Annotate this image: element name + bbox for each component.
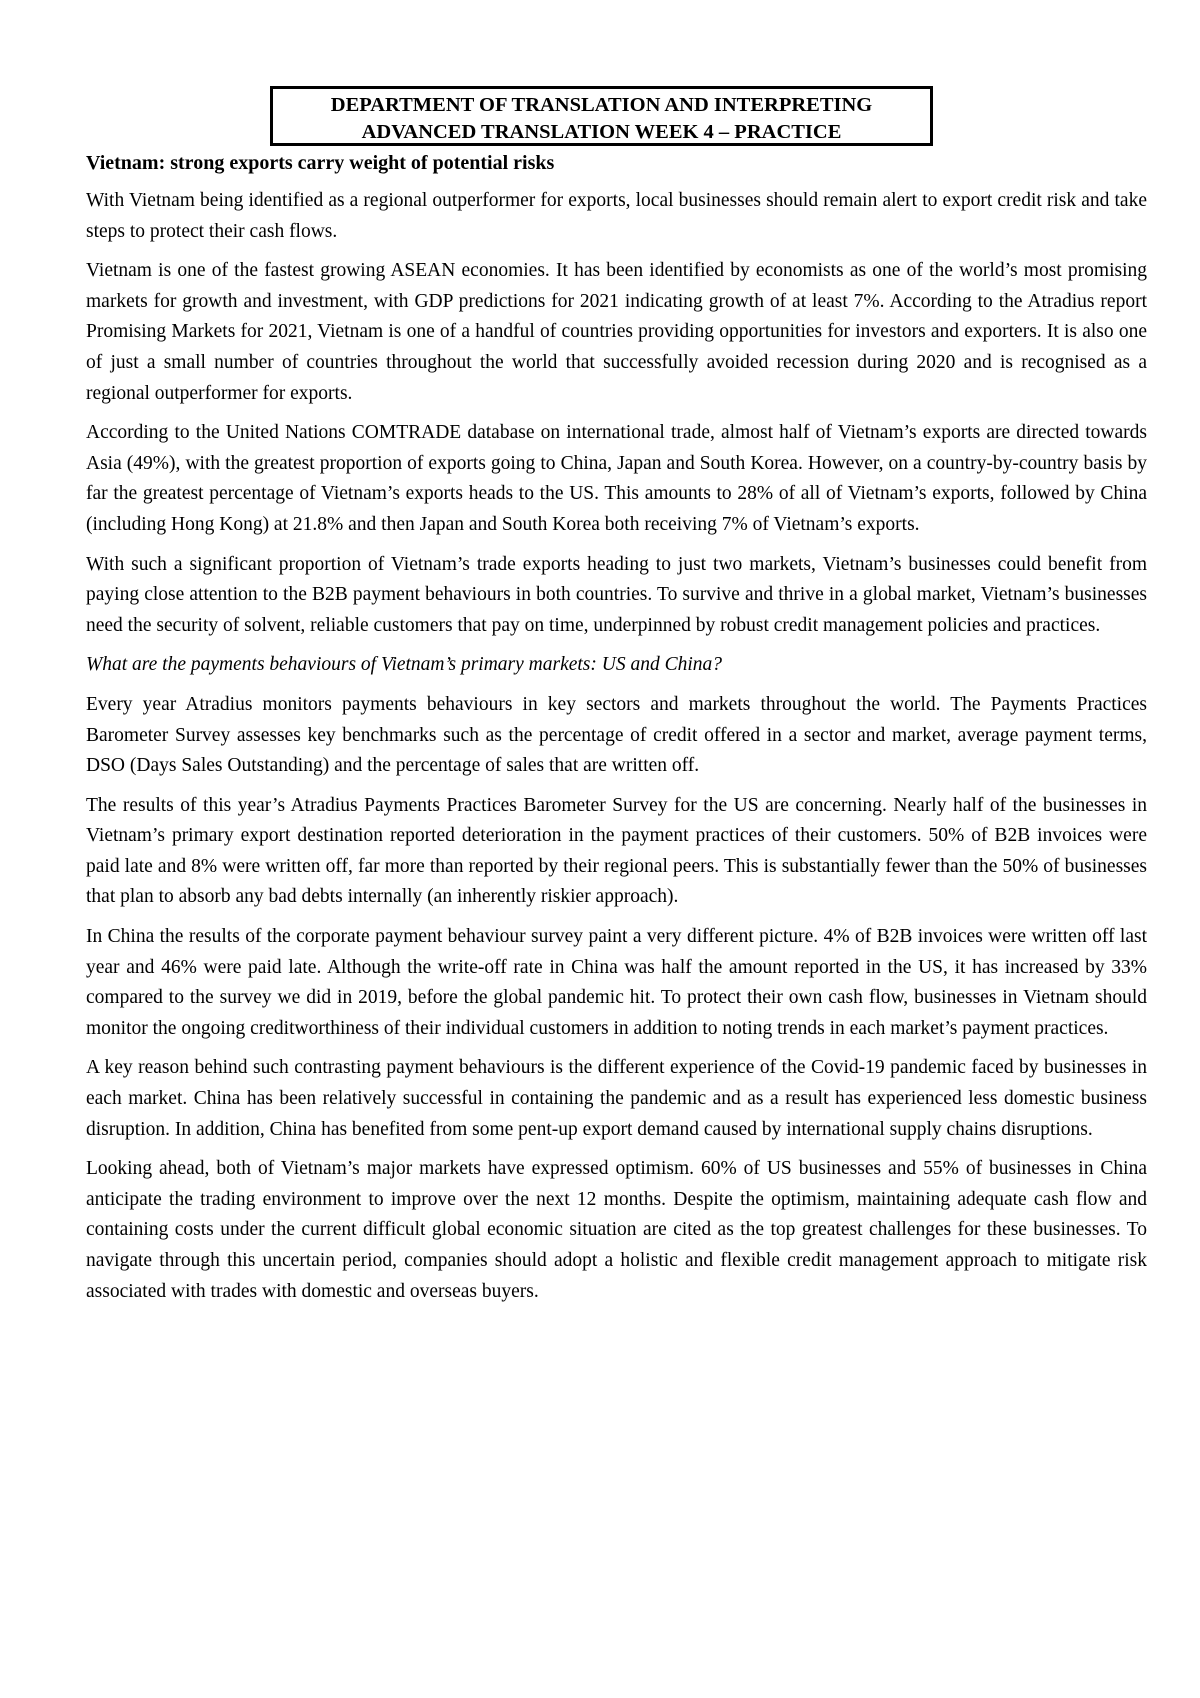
paragraph-us-results: The results of this year’s Atradius Payments Practices Barometer Survey for the US are concerning. Nearly half of the businesses in Vietnam’s primary export destination reported deterioration in the payment practices of their customers. 50% of B2B invoices were paid late and 8% were written off, far more than reported by their regional peers. This is substantially fewer than the 50% of businesses that plan to absorb any bad debts internally (an inherently riskier approach). xyxy=(86,794,1147,908)
department-header-box xyxy=(270,86,933,146)
header-department-line: DEPARTMENT OF TRANSLATION AND INTERPRETING xyxy=(330,94,873,116)
article-body xyxy=(86,148,1147,1316)
paragraph-outlook: Looking ahead, both of Vietnam’s major markets have expressed optimism. 60% of US businesses and 55% of businesses in China anticipate the trading environment to improve over the next 12 months. Despite the optimism, maintaining adequate cash flow and containing costs under the current difficult global economic situation are cited as the top greatest challenges for these businesses. To navigate through this uncertain period, companies should adopt a holistic and flexible credit management approach to mitigate risk associated with trades with domestic and overseas buyers. xyxy=(86,1158,1147,1302)
paragraph-intro: With Vietnam being identified as a regional outperformer for exports, local businesses should remain alert to export credit risk and take steps to protect their cash flows. xyxy=(86,190,1147,242)
section-subheading: What are the payments behaviours of Vietnam’s primary markets: US and China? xyxy=(86,654,723,676)
paragraph-atradius-monitoring: Every year Atradius monitors payments behaviours in key sectors and markets throughout the world. The Payments Practices Barometer Survey assesses key benchmarks such as the percentage of credit offered in a sector and market, average payment terms, DSO (Days Sales Outstanding) and the percentage of sales that are written off. xyxy=(86,693,1147,777)
paragraph-covid-reasons: A key reason behind such contrasting payment behaviours is the different experience of the Covid-19 pandemic faced by businesses in each market. China has been relatively successful in containing the pandemic and as a result has experienced less domestic business disruption. In addition, China has benefited from some pent-up export demand caused by international supply chains disruptions. xyxy=(86,1057,1147,1140)
paragraph-export-destinations: According to the United Nations COMTRADE database on international trade, almost half of Vietnam’s exports are directed towards Asia (49%), with the greatest proportion of exports going to China, Japan and South Korea. However, on a country-by-country basis by far the greatest percentage of Vietnam’s exports heads to the US. This amounts to 28% of all of Vietnam’s exports, followed by China (including Hong Kong) at 21.8% and then Japan and South Korea both receiving 7% of Vietnam’s exports. xyxy=(86,422,1147,535)
article-title: Vietnam: strong exports carry weight of potential risks xyxy=(86,152,555,174)
paragraph-china-results: In China the results of the corporate payment behaviour survey paint a very different picture. 4% of B2B invoices were written off last year and 46% were paid late. Although the write-off rate in China was half the amount reported in the US, it has increased by 33% compared to the survey we did in 2019, before the global pandemic hit. To protect their own cash flow, businesses in Vietnam should monitor the ongoing creditworthiness of their individual customers in addition to noting trends in each market’s payment practices. xyxy=(86,926,1147,1039)
header-course-line: ADVANCED TRANSLATION WEEK 4 – PRACTICE xyxy=(361,121,842,143)
paragraph-vietnam-growth: Vietnam is one of the fastest growing ASEAN economies. It has been identified by economists as one of the world’s most promising markets for growth and investment, with GDP predictions for 2021 indicating growth of at least 7%. According to the Atradius report Promising Markets for 2021, Vietnam is one of a handful of countries providing opportunities for investors and exporters. It is also one of just a small number of countries throughout the world that successfully avoided recession during 2020 and is recognised as a regional outperformer for exports. xyxy=(86,260,1147,404)
paragraph-b2b-payment-behaviours: With such a significant proportion of Vietnam’s trade exports heading to just two markets, Vietnam’s businesses could benefit from paying close attention to the B2B payment behaviours in both countries. To survive and thrive in a global market, Vietnam’s businesses need the security of solvent, reliable customers that pay on time, underpinned by robust credit management policies and practices. xyxy=(86,553,1147,636)
